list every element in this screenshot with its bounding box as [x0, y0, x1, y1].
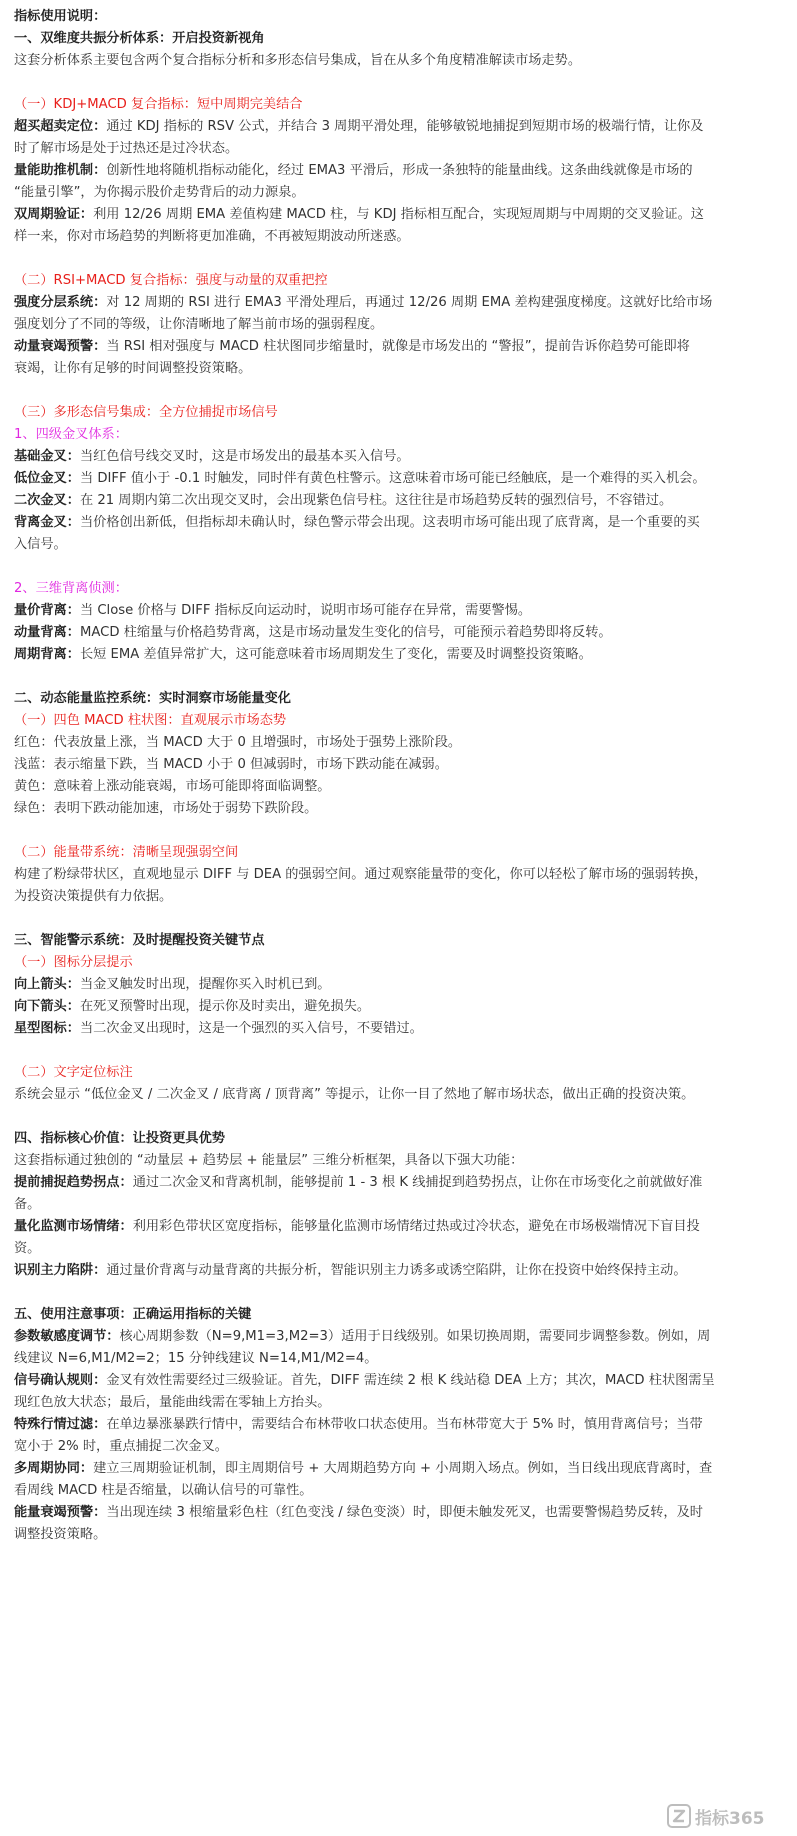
line-text: （一）KDJ+MACD 复合指标：短中周期完美结合 [14, 97, 303, 112]
line-text: 备。 [14, 1197, 41, 1212]
line-label: 参数敏感度调节： [14, 1329, 120, 1344]
line-label: 量价背离： [14, 603, 80, 618]
doc-line [14, 580, 789, 598]
doc-line [14, 426, 789, 444]
doc-line [14, 1460, 789, 1478]
doc-line [14, 8, 789, 26]
line-text: （二）RSI+MACD 复合指标：强度与动量的双重把控 [14, 273, 328, 288]
line-text: 一、双维度共振分析体系：开启投资新视角 [14, 31, 265, 46]
doc-line [14, 602, 789, 620]
line-text: 当 Close 价格与 DIFF 指标反向运动时，说明市场可能存在异常，需要警惕。 [79, 603, 532, 618]
doc-line [14, 96, 789, 114]
line-text: 二、动态能量监控系统：实时洞察市场能量变化 [14, 691, 291, 706]
doc-line [14, 1262, 789, 1280]
line-text: （二）文字定位标注 [14, 1065, 133, 1080]
line-text: 资。 [14, 1241, 41, 1256]
line-text: MACD 柱缩量与价格趋势背离，这是市场动量发生变化的信号，可能预示着趋势即将反转。 [79, 625, 612, 640]
line-text: 三、智能警示系统：及时提醒投资关键节点 [14, 933, 265, 948]
line-text: 样一来，你对市场趋势的判断将更加准确，不再被短期波动所迷惑。 [14, 229, 410, 244]
line-text: 衰竭，让你有足够的时间调整投资策略。 [14, 361, 252, 376]
line-label: 低位金叉： [14, 471, 80, 486]
doc-line [14, 1020, 789, 1038]
line-label: 星型图标： [14, 1021, 80, 1036]
line-text: 入信号。 [14, 537, 67, 552]
line-label: 提前捕捉趋势拐点： [14, 1175, 133, 1190]
line-text: 浅蓝：表示缩量下跌，当 MACD 小于 0 但减弱时，市场下跌动能在减弱。 [14, 757, 448, 772]
doc-line [14, 1174, 789, 1192]
line-text: （一）图标分层提示 [14, 955, 133, 970]
line-label: 动量背离： [14, 625, 80, 640]
line-text: 1、四级金叉体系： [14, 427, 128, 442]
line-text: 在单边暴涨暴跌行情中，需要结合布林带收口状态使用。当布林带宽大于 5% 时，慎用背离信号；当带 [106, 1417, 703, 1432]
line-label: 向下箭头： [14, 999, 80, 1014]
line-label: 特殊行情过滤： [14, 1417, 107, 1432]
line-text: 创新性地将随机指标动能化，经过 EMA3 平滑后，形成一条独特的能量曲线。这条曲线就像是市场的 [106, 163, 693, 178]
line-text: 这套指标通过独创的 “动量层 + 趋势层 + 能量层” 三维分析框架，具备以下强大功能： [14, 1153, 524, 1168]
line-text: （三）多形态信号集成：全方位捕捉市场信号 [14, 405, 278, 420]
doc-line [14, 624, 789, 642]
doc-line [14, 1218, 789, 1236]
line-label: 双周期验证： [14, 207, 94, 222]
line-text: 看周线 MACD 柱是否缩量，以确认信号的可靠性。 [14, 1483, 313, 1498]
doc-line [14, 646, 789, 664]
line-label: 基础金叉： [14, 449, 80, 464]
line-text: 红色：代表放量上涨，当 MACD 大于 0 且增强时，市场处于强势上涨阶段。 [14, 735, 462, 750]
line-text: 利用 12/26 周期 EMA 差值构建 MACD 柱，与 KDJ 指标相互配合，实现短周期与中周期的交叉验证。这 [93, 207, 704, 222]
doc-line [14, 1350, 789, 1368]
doc-line [14, 1086, 789, 1104]
doc-line [14, 1240, 789, 1258]
line-text: 当金叉触发时出现，提醒你买入时机已到。 [79, 977, 331, 992]
doc-line [14, 140, 789, 158]
line-text: 绿色：表明下跌动能加速，市场处于弱势下跌阶段。 [14, 801, 318, 816]
doc-line [14, 800, 789, 818]
line-label: 信号确认规则： [14, 1373, 107, 1388]
doc-line [14, 756, 789, 774]
doc-line [14, 712, 789, 730]
line-text: 当 RSI 相对强度与 MACD 柱状图同步缩量时，就像是市场发出的 “警报”，提前告诉你趋势可能即将 [106, 339, 690, 354]
doc-line [14, 272, 789, 290]
line-text: （一）四色 MACD 柱状图：直观展示市场态势 [14, 713, 287, 728]
line-label: 超买超卖定位： [14, 119, 107, 134]
doc-line [14, 162, 789, 180]
line-text: 现红色放大状态；最后，量能曲线需在零轴上方抬头。 [14, 1395, 331, 1410]
line-text: 通过量价背离与动量背离的共振分析，智能识别主力诱多或诱空陷阱，让你在投资中始终保持主动。 [106, 1263, 687, 1278]
line-text: 宽小于 2% 时，重点捕捉二次金叉。 [14, 1439, 228, 1454]
line-text: 强度划分了不同的等级，让你清晰地了解当前市场的强弱程度。 [14, 317, 384, 332]
doc-line [14, 514, 789, 532]
line-text: 构建了粉绿带状区，直观地显示 DIFF 与 DEA 的强弱空间。通过观察能量带的变化，你可以轻松了解市场的强弱转换， [14, 867, 708, 882]
doc-line [14, 1064, 789, 1082]
doc-line [14, 492, 789, 510]
doc-line [14, 338, 789, 356]
line-text: 这套分析体系主要包含两个复合指标分析和多形态信号集成，旨在从多个角度精准解读市场走势。 [14, 53, 582, 68]
line-text: 在 21 周期内第二次出现交叉时，会出现紫色信号柱。这往往是市场趋势反转的强烈信号，不容错过。 [79, 493, 673, 508]
doc-line [14, 976, 789, 994]
watermark [667, 1802, 787, 1830]
doc-line [14, 316, 789, 334]
doc-line [14, 778, 789, 796]
doc-line [14, 52, 789, 70]
line-label: 能量衰竭预警： [14, 1505, 107, 1520]
line-text: 线建议 N=6,M1/M2=2；15 分钟线建议 N=14,M1/M2=4。 [14, 1351, 378, 1366]
line-text: 2、三维背离侦测： [14, 581, 128, 596]
line-text: 当出现连续 3 根缩量彩色柱（红色变浅 / 绿色变淡）时，即便未触发死叉，也需要警惕趋势反转，及时 [106, 1505, 703, 1520]
line-label: 识别主力陷阱： [14, 1263, 107, 1278]
line-text: 核心周期参数（N=9,M1=3,M2=3）适用于日线级别。如果切换周期，需要同步调整参数。例如，周 [119, 1329, 711, 1344]
doc-line [14, 1482, 789, 1500]
doc-line [14, 1328, 789, 1346]
doc-line [14, 1526, 789, 1544]
line-text: 时了解市场是处于过热还是过冷状态。 [14, 141, 239, 156]
watermark-text: 指标365 [695, 1808, 765, 1829]
line-text: （二）能量带系统：清晰呈现强弱空间 [14, 845, 239, 860]
line-text: 对 12 周期的 RSI 进行 EMA3 平滑处理后，再通过 12/26 周期 EMA 差构建强度梯度。这就好比给市场 [106, 295, 713, 310]
line-text: 金叉有效性需要经过三级验证。首先，DIFF 需连续 2 根 K 线站稳 DEA 上方；其次，MACD 柱状图需呈 [106, 1373, 715, 1388]
doc-line [14, 536, 789, 554]
doc-line [14, 844, 789, 862]
line-text: 长短 EMA 差值异常扩大，这可能意味着市场周期发生了变化，需要及时调整投资策略。 [79, 647, 592, 662]
line-label: 强度分层系统： [14, 295, 107, 310]
line-text: 当 DIFF 值小于 -0.1 时触发，同时伴有黄色柱警示。这意味着市场可能已经触底，是一个难得的买入机会。 [79, 471, 706, 486]
line-text: 为投资决策提供有力依据。 [14, 889, 173, 904]
line-label: 周期背离： [14, 647, 80, 662]
line-text: 通过二次金叉和背离机制，能够提前 1 - 3 根 K 线捕捉到趋势拐点，让你在市场变化之前就做好准 [132, 1175, 703, 1190]
line-label: 量化监测市场情绪： [14, 1219, 133, 1234]
doc-line [14, 1130, 789, 1148]
doc-line [14, 998, 789, 1016]
doc-line [14, 734, 789, 752]
doc-line [14, 404, 789, 422]
line-text: 在死叉预警时出现，提示你及时卖出，避免损失。 [79, 999, 371, 1014]
line-label: 向上箭头： [14, 977, 80, 992]
doc-line [14, 118, 789, 136]
line-label: 二次金叉： [14, 493, 80, 508]
doc-line [14, 888, 789, 906]
line-text: 当价格创出新低，但指标却未确认时，绿色警示带会出现。这表明市场可能出现了底背离，是一个重要的买 [79, 515, 700, 530]
line-label: 量能助推机制： [14, 163, 107, 178]
line-text: 黄色：意味着上涨动能衰竭，市场可能即将面临调整。 [14, 779, 331, 794]
doc-line [14, 360, 789, 378]
doc-line [14, 954, 789, 972]
line-label: 多周期协同： [14, 1461, 94, 1476]
line-text: 当红色信号线交叉时，这是市场发出的最基本买入信号。 [79, 449, 410, 464]
doc-line [14, 206, 789, 224]
doc-line [14, 1196, 789, 1214]
doc-line [14, 1152, 789, 1170]
line-text: 当二次金叉出现时，这是一个强烈的买入信号，不要错过。 [79, 1021, 423, 1036]
logo-icon [667, 1804, 691, 1828]
line-text: 五、使用注意事项：正确运用指标的关键 [14, 1307, 252, 1322]
line-text: 指标使用说明： [14, 9, 107, 24]
doc-line [14, 1416, 789, 1434]
line-text: 四、指标核心价值：让投资更具优势 [14, 1131, 225, 1146]
line-text: 通过 KDJ 指标的 RSV 公式，并结合 3 周期平滑处理，能够敏锐地捕捉到短期市场的极端行情，让你及 [106, 119, 704, 134]
line-text: 建立三周期验证机制，即主周期信号 + 大周期趋势方向 + 小周期入场点。例如，当日线出现底背离时，查 [93, 1461, 713, 1476]
line-text: 系统会显示 “低位金叉 / 二次金叉 / 底背离 / 顶背离” 等提示，让你一目了然地了解市场状态，做出正确的投资决策。 [14, 1087, 695, 1102]
doc-line [14, 470, 789, 488]
doc-line [14, 294, 789, 312]
doc-line [14, 184, 789, 202]
doc-line [14, 1504, 789, 1522]
doc-line [14, 1306, 789, 1324]
doc-line [14, 932, 789, 950]
line-text: “能量引擎”，为你揭示股价走势背后的动力源泉。 [14, 185, 305, 200]
doc-line [14, 866, 789, 884]
doc-line [14, 1394, 789, 1412]
doc-line [14, 1372, 789, 1390]
doc-line [14, 228, 789, 246]
doc-line [14, 1438, 789, 1456]
doc-line [14, 30, 789, 48]
doc-line [14, 690, 789, 708]
line-label: 动量衰竭预警： [14, 339, 107, 354]
doc-line [14, 448, 789, 466]
line-label: 背离金叉： [14, 515, 80, 530]
line-text: 调整投资策略。 [14, 1527, 107, 1542]
line-text: 利用彩色带状区宽度指标，能够量化监测市场情绪过热或过冷状态，避免在市场极端情况下盲目投 [132, 1219, 700, 1234]
